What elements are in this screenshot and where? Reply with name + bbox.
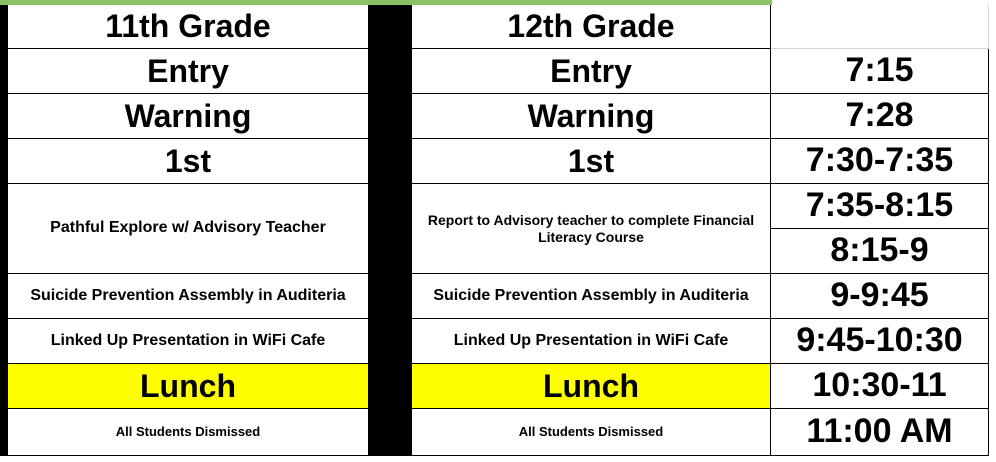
g12-lunch[interactable]: Lunch xyxy=(412,364,771,409)
black-divider-column xyxy=(369,5,412,456)
g12-first-period[interactable]: 1st xyxy=(412,139,771,184)
g12-dismissed[interactable]: All Students Dismissed xyxy=(412,409,771,456)
g12-linked-up[interactable]: Linked Up Presentation in WiFi Cafe xyxy=(412,319,771,364)
time-lunch[interactable]: 10:30-11 xyxy=(771,364,989,409)
empty-header-cell[interactable] xyxy=(771,5,989,49)
g12-entry[interactable]: Entry xyxy=(412,49,771,94)
g11-entry[interactable]: Entry xyxy=(8,49,369,94)
schedule-table xyxy=(0,5,996,456)
g11-lunch[interactable]: Lunch xyxy=(8,364,369,409)
header-12th-grade[interactable]: 12th Grade xyxy=(412,5,771,49)
time-dismissed[interactable]: 11:00 AM xyxy=(771,409,989,456)
g12-advisory[interactable]: Report to Advisory teacher to complete Financial Literacy Course xyxy=(412,184,771,274)
time-assembly[interactable]: 9-9:45 xyxy=(771,274,989,319)
time-first-period[interactable]: 7:30-7:35 xyxy=(771,139,989,184)
left-black-border xyxy=(0,5,8,456)
header-11th-grade[interactable]: 11th Grade xyxy=(8,5,369,49)
g11-dismissed[interactable]: All Students Dismissed xyxy=(8,409,369,456)
g12-warning[interactable]: Warning xyxy=(412,94,771,139)
time-linked-up[interactable]: 9:45-10:30 xyxy=(771,319,989,364)
time-advisory-1[interactable]: 7:35-8:15 xyxy=(771,184,989,229)
time-warning[interactable]: 7:28 xyxy=(771,94,989,139)
g11-advisory[interactable]: Pathful Explore w/ Advisory Teacher xyxy=(8,184,369,274)
g11-assembly[interactable]: Suicide Prevention Assembly in Auditeria xyxy=(8,274,369,319)
g12-assembly[interactable]: Suicide Prevention Assembly in Auditeria xyxy=(412,274,771,319)
time-entry[interactable]: 7:15 xyxy=(771,49,989,94)
g11-first-period[interactable]: 1st xyxy=(8,139,369,184)
g11-warning[interactable]: Warning xyxy=(8,94,369,139)
g11-linked-up[interactable]: Linked Up Presentation in WiFi Cafe xyxy=(8,319,369,364)
time-advisory-2[interactable]: 8:15-9 xyxy=(771,229,989,274)
